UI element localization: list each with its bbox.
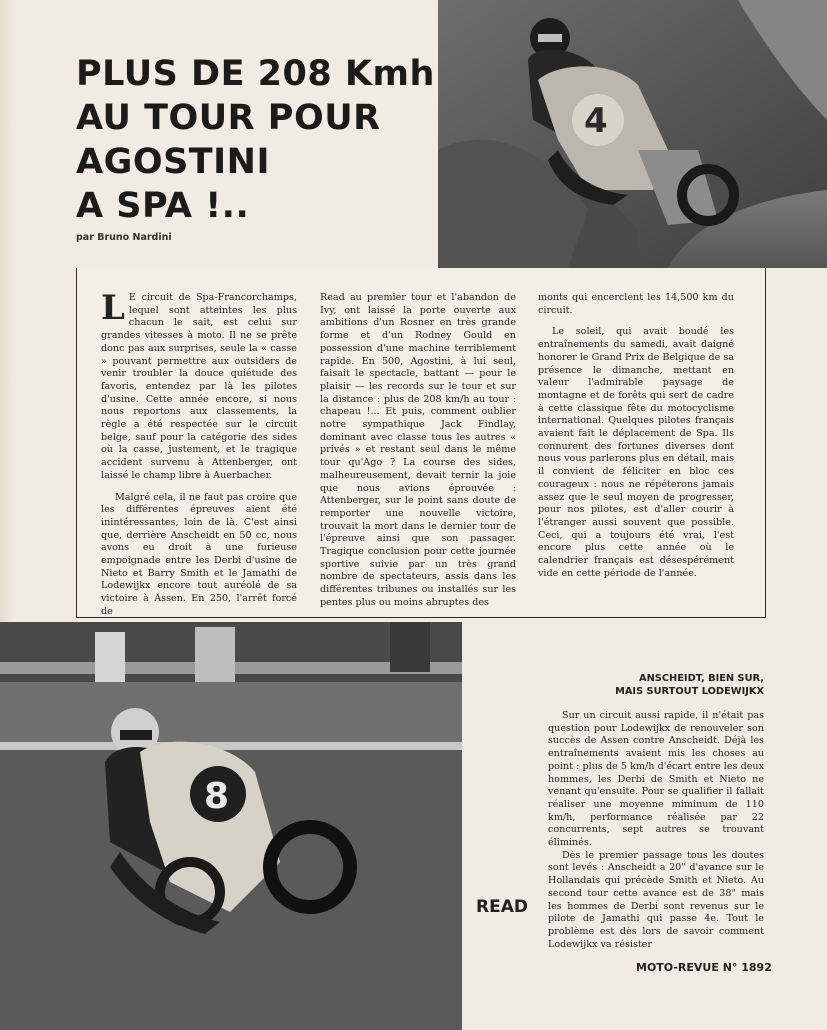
race-number-4: 4 <box>584 101 608 141</box>
paragraph: Read au premier tour et l'abandon de Ivy, ont laissé la porte ouverte aux ambitions d'un Rosner en très grande forme et d'un Rodney Gould en possession d'une machine terriblement rapide. En 500, Agostini, à lui seul, faisait le spectacle, battant — pour le plaisir — les records sur le tour et sur la distance : plus de 208 km/h au tour : chapeau !... Et puis, comment oublier notre sympathique Jack Findlay, dominant avec classe tous les autres « privés » et restant seul dans le même tour qu'Ago ? La course des sides, malheureusement, devait ternir la joie que nous avions éprouvée : Attenberger, sur le point sans doute de remporter une nouvelle victoire, trouvait la mort dans le dernier tour de l'épreuve ainsi que son passager. Tragique conclusion pour cette journée sportive suivie par un très grand nombre de spectateurs, assis dans les différentes tribunes ou installés sur les pentes plus ou moins abruptes des <box>320 292 516 608</box>
byline: par Bruno Nardini <box>76 232 172 243</box>
race-number-8: 8 <box>204 776 230 817</box>
photo-rider-4 <box>438 0 827 268</box>
subhead-line: MAIS SURTOUT LODEWIJKX <box>615 686 764 697</box>
text-column-3 <box>538 292 734 589</box>
text-column-4 <box>548 710 764 951</box>
headline-line: PLUS DE 208 Kmh <box>76 54 435 94</box>
drop-cap: L <box>101 288 125 328</box>
photo-caption-read: READ <box>476 897 528 917</box>
headline-line: AU TOUR POUR <box>76 98 381 138</box>
paragraph: Dès le premier passage tous les doutes sont levés : Anscheidt a 20" d'avance sur le Hollandais qui précède Smith et Nieto. Au second tour cette avance est de 38" mais les hommes de Derbi sont revenus sur le pilote de Jamathi qui passe 4e. Tout le problème est dès lors de savoir comment Lodewijkx va résister <box>548 849 764 950</box>
text-column-1 <box>101 288 297 628</box>
paragraph: Le soleil, qui avait boudé les entraînements du samedi, avait daigné honorer le Grand Prix de Belgique de sa présence le dimanche, mettant en valeur l'admirable paysage de montagne et de forêts qui sert de cadre à cette classique fête du motocyclisme international. Quelques pilotes français avaient fait le déplacement de Spa. Ils connurent des fortunes diverses dont nous vous parlerons plus en détail, mais il convient de féliciter en bloc ces courageux : nous ne répéterons jamais assez que le seul moyen de progresser, pour nos pilotes, est d'aller courir à l'étranger aussi souvent que possible. Ceci, qui a toujours été vrai, l'est encore plus cette année où le calendrier français est désespérément vide en cette période de l'année. <box>538 326 734 579</box>
photo-rider-8 <box>0 622 462 1030</box>
text-column-2 <box>320 292 516 619</box>
article-text-box <box>76 268 766 618</box>
paragraph: Sur un circuit aussi rapide, il n'était pas question pour Lodewijkx de renouveler son succès de Assen contre Anscheidt. Déjà les entraînements avaient mis les choses au point : plus de 5 km/h d'écart entre les deux hommes, les Derbi de Smith et Nieto ne venant qu'ensuite. Pour se qualifier il fallait réaliser une moyenne miminum de 110 km/h, performance réalisée par 22 concurrents, sept autres se trouvant éliminés. <box>548 710 764 849</box>
page-footer: MOTO-REVUE N° 1892 <box>636 961 772 974</box>
paragraph: Malgré cela, il ne faut pas croire que les différentes épreuves aient été inintéressantes, loin de là. C'est ainsi que, derrière Anscheidt en 50 cc, nous avons eu droit à une furieuse empoignade entre les Derbi d'usine de Nieto et Barry Smith et le Jamathi de Lodewijkx encore tout auréolé de sa victoire à Assen. En 250, l'arrêt forcé de <box>101 491 297 617</box>
paragraph: monts qui encerclent les 14,500 km du circuit. <box>538 292 734 316</box>
headline-line: A SPA !.. <box>76 186 250 226</box>
paragraph: L E circuit de Spa-Francorchamps, lequel sont atteintes les plus chacun le sait, est celui sur grandes vitesses à moto. Il ne se prête donc pas aux surprises, seule la « casse » pouvant permettre aux outsiders de venir troubler la douce quiétude des favoris, entendez par là les pilotes d'usine. Cette année encore, si nous nous reportons aux classements, la règle a été respectée sur le circuit belge, sauf pour la catégorie des sides où la casse, justement, et le tragique accident survenu à Attenberger, ont laissé le champ libre à Auerbacher. <box>101 288 297 481</box>
section-subhead <box>548 672 764 698</box>
article-headline <box>76 52 446 228</box>
subhead-line: ANSCHEIDT, BIEN SUR, <box>639 673 764 684</box>
headline-line: AGOSTINI <box>76 142 270 182</box>
